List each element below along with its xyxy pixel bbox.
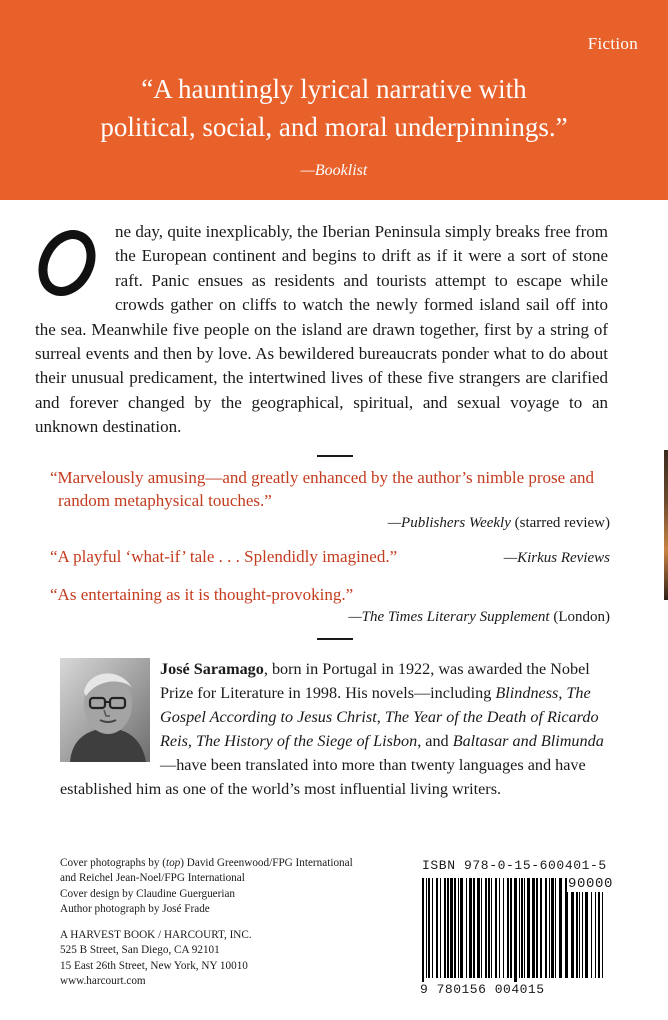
barcode-bar <box>436 878 438 978</box>
header-quote <box>0 70 668 146</box>
divider-top <box>317 455 353 457</box>
barcode-bar <box>466 878 467 978</box>
review-quote: “Marvelously amusing—and greatly enhanced by the author’s nimble prose and random metaphysical touches.” <box>50 468 595 510</box>
barcode-bar <box>469 878 472 978</box>
barcode-bar <box>598 878 600 978</box>
book-title: The History of the Siege of Lisbon <box>195 732 418 750</box>
barcode-bar <box>495 878 497 978</box>
barcode-bar <box>491 878 492 978</box>
credit-line: Cover design by Claudine Guerguerian <box>60 887 236 900</box>
genre-label: Fiction <box>587 34 638 53</box>
barcode-bar <box>507 878 509 978</box>
barcode-bar <box>549 878 550 978</box>
barcode-bar <box>551 878 554 978</box>
cover-credits <box>60 856 410 918</box>
book-description <box>31 220 608 440</box>
barcode-bar <box>602 878 603 978</box>
barcode-bar <box>571 878 574 978</box>
publisher-address: 525 B Street, San Diego, CA 92101 <box>60 944 220 957</box>
review-kirkus <box>50 545 610 570</box>
barcode-bar <box>432 878 433 978</box>
barcode-bar <box>559 878 562 978</box>
book-title: Blindness <box>495 684 559 702</box>
barcode-bar <box>473 878 475 978</box>
publisher-name: A HARVEST BOOK / HARCOURT, INC. <box>60 929 252 941</box>
review-source: —Publishers Weekly (starred review) <box>387 515 610 531</box>
credit-line: and Reichel Jean-Noel/FPG International <box>60 872 245 885</box>
barcode-bar <box>481 878 482 978</box>
barcode-bar <box>582 878 583 978</box>
drop-cap-o <box>31 226 111 298</box>
barcode-bar <box>524 878 525 978</box>
review-publishers-weekly <box>50 466 610 535</box>
publisher-info <box>60 928 410 990</box>
barcode-bar <box>426 878 427 978</box>
barcode-bar <box>585 878 588 978</box>
book-title: The Gospel According to Jesus Christ <box>160 684 591 726</box>
barcode-bar <box>576 878 578 978</box>
barcode-bar <box>521 878 523 978</box>
barcode-bar <box>447 878 449 978</box>
barcode-bar <box>595 878 596 978</box>
barcode-bar <box>488 878 490 978</box>
barcode-bar <box>444 878 446 978</box>
barcode-bar <box>540 878 542 978</box>
barcode-bar <box>555 878 556 978</box>
page-edge-strip <box>664 450 668 600</box>
review-quote: “As entertaining as it is thought-provoking.” <box>50 585 354 604</box>
author-bio: José Saramago, born in Portugal in 1922, was awarded the Nobel Prize for Literature in 1998. His novels—including Blindness, The Gospel According to Jesus Christ, The Year of the Death of Ricardo Reis, The History of the Siege of Lisbon, and Baltasar and Blimunda—have been translated into more than twenty languages and have established him as one of the world’s most influential living writers. <box>60 657 608 801</box>
book-title: Baltasar and Blimunda <box>452 732 604 750</box>
barcode-bar <box>450 878 453 978</box>
barcode-bar <box>514 878 517 982</box>
barcode-bar <box>460 878 463 978</box>
review-tls <box>50 583 610 629</box>
photo-spacer <box>60 657 160 763</box>
header-quote-line-2: political, social, and moral underpinnings.” <box>100 112 568 142</box>
review-quote: “A playful ‘what-if’ tale . . . Splendidly imagined.” <box>50 547 398 566</box>
isbn-text: ISBN 978-0-15-600401-5 <box>422 858 607 873</box>
barcode-bar <box>536 878 538 978</box>
drop-cap-letter: O <box>31 226 32 227</box>
review-source: —The Times Literary Supplement (London) <box>348 609 610 625</box>
author-name: José Saramago <box>160 660 264 678</box>
barcode-bar <box>545 878 547 978</box>
barcode-bar <box>458 878 459 978</box>
barcode-bar <box>519 878 520 978</box>
credit-line: Author photograph by José Frade <box>60 903 210 916</box>
barcode-bar <box>591 878 592 978</box>
credit-line: Cover photographs by (top) David Greenwood/FPG International <box>60 857 353 869</box>
header-quote-line-1: “A hauntingly lyrical narrative with <box>141 74 527 104</box>
barcode-bar <box>565 878 568 978</box>
header-attribution: —Booklist <box>300 162 368 179</box>
barcode-bar <box>477 878 480 978</box>
ean-number: 9 780156 004015 <box>420 982 545 997</box>
barcode-image <box>420 878 610 982</box>
barcode-bar <box>532 878 535 978</box>
divider-bottom <box>317 638 353 640</box>
barcode-bar <box>527 878 530 978</box>
description-text: ne day, quite inexplicably, the Iberian Peninsula simply breaks free from the European continent and begins to drift as if it were a sort of stone raft. Panic ensues as residents and tourists attempt to escape while crowds gather on cliffs to watch the newly formed island sail off into the sea. Meanwhile five people on the island are drawn together, first by a string of surreal events and then by love. As bewildered bureaucrats ponder what to do about their unusual predicament, the intertwined lives of these five strangers are clarified and forever changed by the geographical, spiritual, and sexual voyage to an unknown destination. <box>35 222 608 437</box>
barcode-bar <box>503 878 504 978</box>
book-title: The Year of the Death of Ricardo Reis <box>160 708 599 750</box>
barcode-bar <box>579 878 580 978</box>
barcode-bar <box>440 878 441 978</box>
barcode-bar <box>499 878 500 978</box>
barcode-bar <box>510 878 512 978</box>
publisher-website: www.harcourt.com <box>60 975 146 988</box>
price-code: 90000 <box>567 876 613 892</box>
barcode-bar <box>454 878 456 978</box>
barcode-bar <box>485 878 487 978</box>
publisher-address: 15 East 26th Street, New York, NY 10010 <box>60 959 248 972</box>
barcode-bar <box>428 878 430 978</box>
review-source: —Kirkus Reviews <box>503 550 610 566</box>
barcode-bar <box>422 878 424 982</box>
